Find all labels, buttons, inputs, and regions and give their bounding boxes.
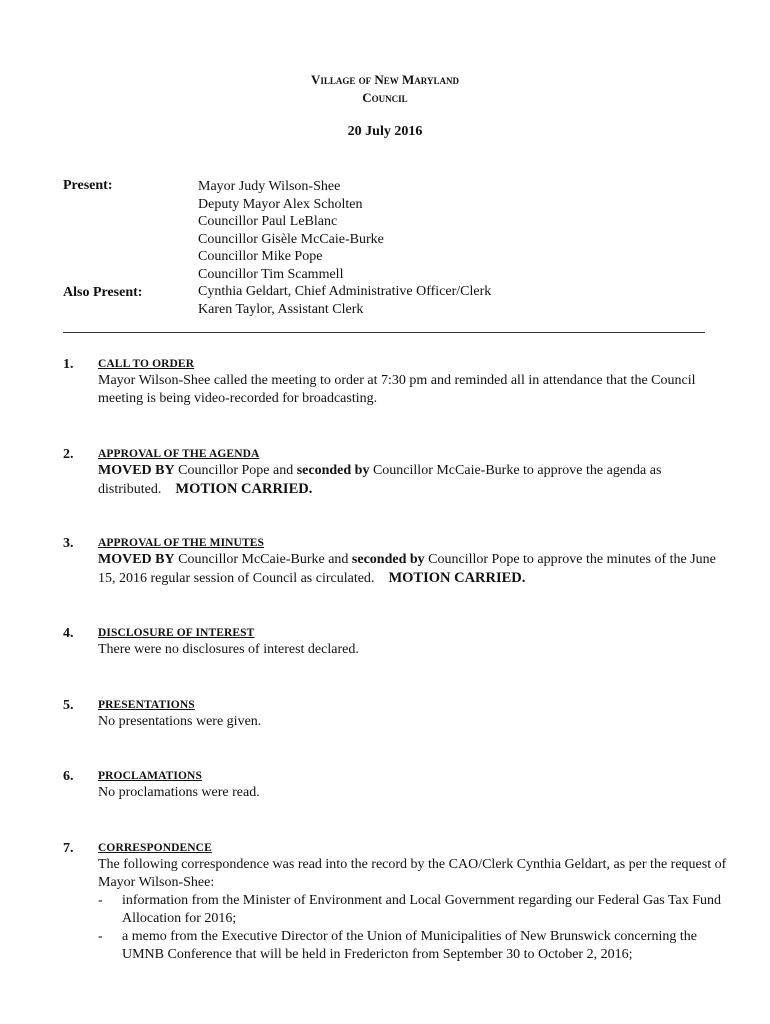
also-present-item: Karen Taylor, Assistant Clerk	[198, 301, 364, 317]
seconded-by-label: seconded by	[351, 552, 425, 567]
list-item-text: information from the Minister of Environment and Local Government regarding our Federal Gas Tax Fund Allocation for 2016;	[122, 893, 722, 926]
section-approval-agenda	[63, 446, 728, 499]
section-text: Mayor Wilson-Shee called the meeting to order at 7:30 pm and reminded all in attendance that the Council meeting is being video-recorded for broadcasting.	[98, 373, 696, 406]
section-number: 4.	[63, 626, 74, 641]
motion-rest-text: Councillor McCaie-Burke to approve the agenda as distributed.	[98, 463, 662, 497]
also-present-item: Cynthia Geldart, Chief Administrative Officer/Clerk	[198, 284, 492, 299]
attendee-item: Councillor Mike Pope	[198, 249, 323, 264]
document-title: Village of New Maryland	[311, 72, 459, 87]
attendee-item: Councillor Paul LeBlanc	[198, 214, 338, 229]
section-presentations	[63, 697, 728, 731]
section-number: 1.	[63, 357, 74, 372]
list-item-text: a memo from the Executive Director of the Union of Municipalities of New Brunswick concerning the UMNB Conference that will be held in Fredericton from September 30 to October 2, 2016;	[122, 929, 697, 962]
attendee-item: Deputy Mayor Alex Scholten	[198, 196, 363, 212]
section-text: No presentations were given.	[98, 714, 262, 729]
section-heading: DISCLOSURE OF INTEREST	[98, 627, 255, 639]
mover-text: Councillor Pope and	[174, 463, 297, 478]
also-present-label: Also Present:	[63, 285, 143, 300]
section-call-to-order	[63, 356, 728, 408]
section-number: 7.	[63, 841, 74, 856]
seconded-by-label: seconded by	[296, 463, 370, 478]
list-item	[98, 892, 728, 928]
meeting-date: 20 July 2016	[347, 124, 423, 139]
separator-line	[63, 332, 705, 333]
section-heading: PRESENTATIONS	[98, 699, 195, 711]
section-disclosure	[63, 625, 728, 659]
section-number: 3.	[63, 536, 74, 551]
section-number: 2.	[63, 447, 74, 462]
section-heading: CALL TO ORDER	[98, 358, 195, 370]
section-correspondence	[63, 840, 728, 964]
present-label: Present:	[63, 178, 113, 193]
section-heading: APPROVAL OF THE MINUTES	[98, 537, 264, 549]
motion-text	[98, 462, 728, 499]
list-item	[98, 928, 728, 964]
moved-by-label: MOVED BY	[98, 463, 175, 478]
attendee-list	[198, 178, 491, 318]
correspondence-list	[98, 892, 728, 964]
motion-carried: MOTION CARRIED.	[175, 481, 313, 497]
attendee-item: Councillor Tim Scammell	[198, 266, 344, 282]
attendee-item: Councillor Gisèle McCaie-Burke	[198, 231, 384, 247]
section-heading: CORRESPONDENCE	[98, 842, 212, 854]
section-text: No proclamations were read.	[98, 785, 260, 800]
section-number: 5.	[63, 698, 74, 713]
motion-carried: MOTION CARRIED.	[388, 570, 526, 586]
section-text: The following correspondence was read into the record by the CAO/Clerk Cynthia Geldart, as per the request of Mayor Wilson-Shee:	[98, 857, 727, 890]
moved-by-label: MOVED BY	[98, 552, 175, 567]
section-text: There were no disclosures of interest declared.	[98, 642, 359, 657]
section-heading: APPROVAL OF THE AGENDA	[98, 448, 260, 460]
mover-text: Councillor McCaie-Burke and	[174, 552, 352, 567]
section-proclamations	[63, 768, 728, 802]
section-approval-minutes	[63, 535, 728, 588]
dash-bullet: -	[98, 893, 103, 908]
motion-rest-text: Councillor Pope to approve the minutes of the June 15, 2016 regular session of Council as circulated.	[98, 552, 716, 586]
section-heading: PROCLAMATIONS	[98, 770, 202, 782]
document-subtitle: Council	[362, 90, 408, 105]
motion-text	[98, 551, 728, 588]
dash-bullet: -	[98, 929, 103, 944]
section-number: 6.	[63, 769, 74, 784]
attendee-item: Mayor Judy Wilson-Shee	[198, 179, 341, 194]
